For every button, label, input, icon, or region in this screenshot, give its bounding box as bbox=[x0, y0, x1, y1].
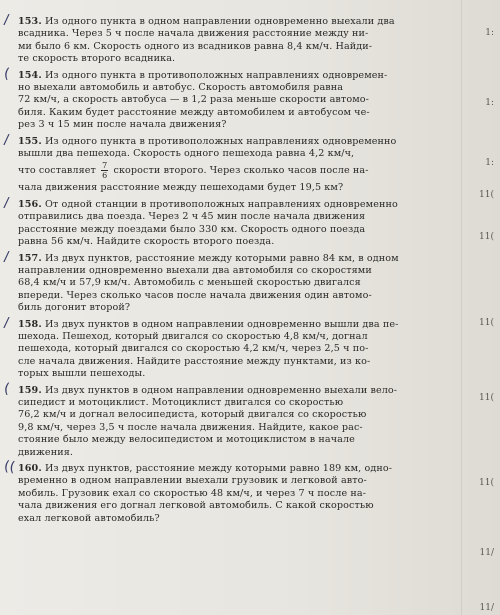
ink-check-icon: / bbox=[2, 314, 10, 331]
problem-157: / 157. Из двух пунктов, расстояние между которыми равно 84 км, в одном направлении одновременно выехали два автомобиля со скоростями 68,4 км/ч и 57,9 км/ч. Автомобиль с меньшей скоростью двигался впереди. Через сколько часов после начала движения один автомо- биль догонит второй? bbox=[2, 248, 399, 314]
problem-160: (( 160. Из двух пунктов, расстояние между которыми равно 189 км, одно- временно в одном направлении выехали грузовик и легковой авто- мобиль. Грузовик ехал со скоростью 48 км/ч, и через 7 ч после на- чала движения его догнал легковой автомобиль. С какой скоростью ехал легковой автомобиль? bbox=[2, 458, 393, 524]
problem-number: 155. bbox=[18, 135, 42, 147]
ink-check-icon: ( bbox=[2, 65, 11, 82]
margin-number: 11( bbox=[479, 232, 494, 242]
margin-number: 1: bbox=[485, 158, 494, 168]
problem-number: 158. bbox=[18, 318, 42, 330]
problem-158: / 158. Из двух пунктов в одном направлении одновременно вышли два пе- шехода. Пешеход, который двигался со скоростью 4,8 км/ч, догнал пешехода, который двигался со скоростью 4,2 км/ч, через 2,5 ч по- сле начала движения. Найдите расстояние между пунктами, из ко- торых вышли пешеходы. bbox=[2, 314, 399, 380]
problem-154: ( 154. Из одного пункта в противоположных направлениях одновремен- но выехали автомобиль и автобус. Скорость автомобиля равна 72 км/ч, а скорость автобуса — в 1,2 раза меньше скорости автомо- биля. Каким будет расстояние между автомобилем и автобусом че- рез 3 ч 15 мин после начала движения? bbox=[2, 65, 388, 131]
problem-number: 157. bbox=[18, 252, 42, 264]
problem-156: / 156. От одной станции в противоположных направлениях одновременно отправились два поезда. Через 2 ч 45 мин после начала движения расстояние между поездами было 330 км. Скорость одного поезда равна 56 км/ч. Найдите скорость второго поезда. bbox=[2, 194, 398, 248]
problem-number: 154. bbox=[18, 69, 42, 81]
problem-number: 156. bbox=[18, 198, 42, 210]
answers-margin bbox=[461, 0, 500, 615]
problem-159: ( 159. Из двух пунктов в одном направлении одновременно выехали вело- сипедист и мотоциклист. Мотоциклист двигался со скоростью 76,2 км/ч и догнал велосипедиста, который двигался со скоростью 9,8 км/ч, через 3,5 ч после начала движения. Найдите, какое рас- стояние было между велосипедистом и мотоциклистом в начале движения. bbox=[2, 380, 398, 458]
fraction: $\frac{7}{6}$ bbox=[102, 161, 108, 181]
margin-number: 11( bbox=[479, 318, 494, 328]
margin-number: 1: bbox=[485, 98, 494, 108]
ink-check-icon: / bbox=[2, 11, 10, 29]
ink-check-icon: / bbox=[2, 194, 10, 212]
margin-number: 11( bbox=[479, 190, 494, 200]
problem-number: 160. bbox=[18, 463, 42, 474]
ink-check-icon: / bbox=[2, 248, 10, 265]
margin-number: 1: bbox=[485, 28, 494, 38]
problem-number: 153. bbox=[18, 16, 42, 27]
margin-number: 11/ bbox=[479, 603, 494, 613]
problems-column bbox=[2, 11, 454, 529]
problem-155: / 155. Из одного пункта в противоположных направлениях одновременно вышли два пешехода. Скорость одного пешехода равна 4,2 км/ч, что составляет $\frac{7}{6}$ скорости второго. Через сколько часов после на- чала движения расстояние между пешеходами будет 19,5 км? bbox=[2, 131, 397, 194]
ink-check-icon: (( bbox=[2, 458, 17, 476]
problem-153: / 153. Из одного пункта в одном направлении одновременно выехали два всадника. Через 5 ч после начала движения расстояние между ни- ми было 6 км. Скорость одного из всадников равна 8,4 км/ч. Найди- те скорость второго всадника. bbox=[2, 11, 395, 65]
ink-check-icon: / bbox=[2, 131, 10, 148]
margin-number: 11( bbox=[479, 393, 494, 403]
margin-number: 11( bbox=[479, 478, 494, 488]
ink-check-icon: ( bbox=[2, 380, 11, 397]
problem-number: 159. bbox=[18, 384, 42, 396]
margin-number: 11/ bbox=[479, 548, 494, 558]
